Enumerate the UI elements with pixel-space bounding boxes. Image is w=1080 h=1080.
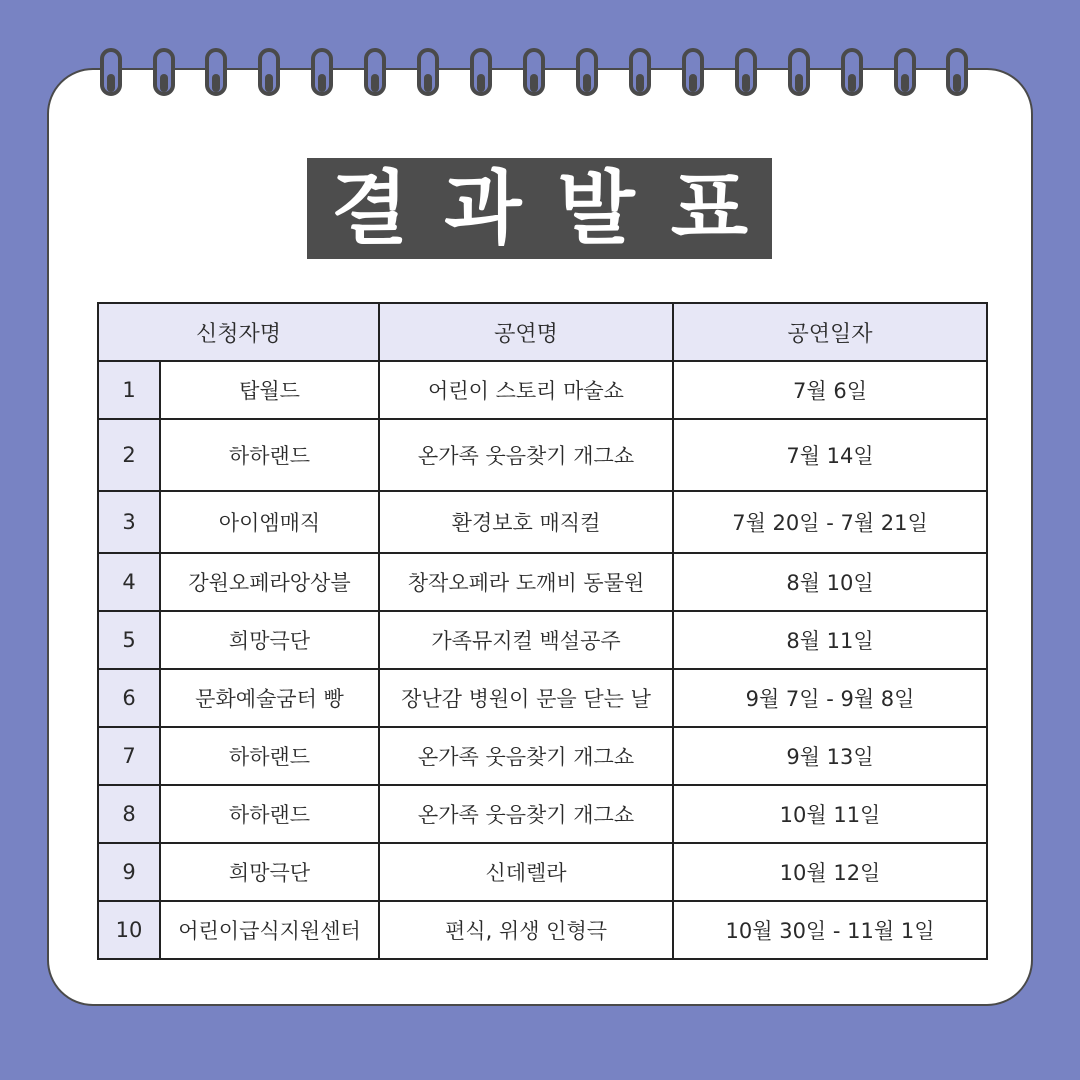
binder-ring-icon — [788, 48, 810, 96]
header-date: 공연일자 — [673, 303, 987, 361]
row-number: 3 — [98, 491, 160, 553]
show-cell: 신데렐라 — [379, 843, 673, 901]
date-cell: 7월 6일 — [673, 361, 987, 419]
applicant-cell: 강원오페라앙상블 — [160, 553, 379, 611]
table-row — [98, 611, 987, 669]
row-number: 4 — [98, 553, 160, 611]
applicant-cell: 희망극단 — [160, 843, 379, 901]
show-cell: 창작오페라 도깨비 동물원 — [379, 553, 673, 611]
binder-ring-icon — [841, 48, 863, 96]
date-cell: 10월 11일 — [673, 785, 987, 843]
table-row — [98, 843, 987, 901]
table-header-row — [98, 303, 987, 361]
binder-ring-icon — [470, 48, 492, 96]
binder-ring-icon — [311, 48, 333, 96]
row-number: 10 — [98, 901, 160, 959]
date-cell: 9월 13일 — [673, 727, 987, 785]
binder-ring-icon — [894, 48, 916, 96]
applicant-cell: 어린이급식지원센터 — [160, 901, 379, 959]
date-cell: 9월 7일 - 9월 8일 — [673, 669, 987, 727]
title-banner — [307, 158, 785, 259]
page-title: 결과발표 — [330, 161, 785, 255]
show-cell: 어린이 스토리 마술쇼 — [379, 361, 673, 419]
binder-ring-icon — [523, 48, 545, 96]
binder-ring-icon — [258, 48, 280, 96]
row-number: 9 — [98, 843, 160, 901]
show-cell: 가족뮤지컬 백설공주 — [379, 611, 673, 669]
applicant-cell: 희망극단 — [160, 611, 379, 669]
table-row — [98, 901, 987, 959]
row-number: 2 — [98, 419, 160, 491]
applicant-cell: 하하랜드 — [160, 727, 379, 785]
table-row — [98, 727, 987, 785]
date-cell: 10월 30일 - 11월 1일 — [673, 901, 987, 959]
row-number: 6 — [98, 669, 160, 727]
binder-ring-icon — [576, 48, 598, 96]
table-row — [98, 785, 987, 843]
applicant-cell: 탑월드 — [160, 361, 379, 419]
show-cell: 온가족 웃음찾기 개그쇼 — [379, 785, 673, 843]
row-number: 8 — [98, 785, 160, 843]
date-cell: 7월 14일 — [673, 419, 987, 491]
row-number: 7 — [98, 727, 160, 785]
table-row — [98, 669, 987, 727]
results-table — [97, 302, 988, 960]
applicant-cell: 문화예술굼터 빵 — [160, 669, 379, 727]
header-applicant: 신청자명 — [98, 303, 379, 361]
table-row — [98, 491, 987, 553]
binder-ring-icon — [100, 48, 122, 96]
show-cell: 온가족 웃음찾기 개그쇼 — [379, 727, 673, 785]
table-row — [98, 419, 987, 491]
binder-ring-icon — [682, 48, 704, 96]
row-number: 5 — [98, 611, 160, 669]
header-show: 공연명 — [379, 303, 673, 361]
date-cell: 8월 10일 — [673, 553, 987, 611]
date-cell: 8월 11일 — [673, 611, 987, 669]
binder-ring-icon — [629, 48, 651, 96]
binder-ring-icon — [205, 48, 227, 96]
show-cell: 환경보호 매직컬 — [379, 491, 673, 553]
date-cell: 10월 12일 — [673, 843, 987, 901]
binder-ring-icon — [364, 48, 386, 96]
show-cell: 장난감 병원이 문을 닫는 날 — [379, 669, 673, 727]
table-row — [98, 361, 987, 419]
show-cell: 편식, 위생 인형극 — [379, 901, 673, 959]
date-cell: 7월 20일 - 7월 21일 — [673, 491, 987, 553]
binder-rings — [0, 0, 1080, 110]
applicant-cell: 아이엠매직 — [160, 491, 379, 553]
binder-ring-icon — [153, 48, 175, 96]
binder-ring-icon — [946, 48, 968, 96]
applicant-cell: 하하랜드 — [160, 419, 379, 491]
binder-ring-icon — [735, 48, 757, 96]
show-cell: 온가족 웃음찾기 개그쇼 — [379, 419, 673, 491]
table-row — [98, 553, 987, 611]
row-number: 1 — [98, 361, 160, 419]
applicant-cell: 하하랜드 — [160, 785, 379, 843]
binder-ring-icon — [417, 48, 439, 96]
